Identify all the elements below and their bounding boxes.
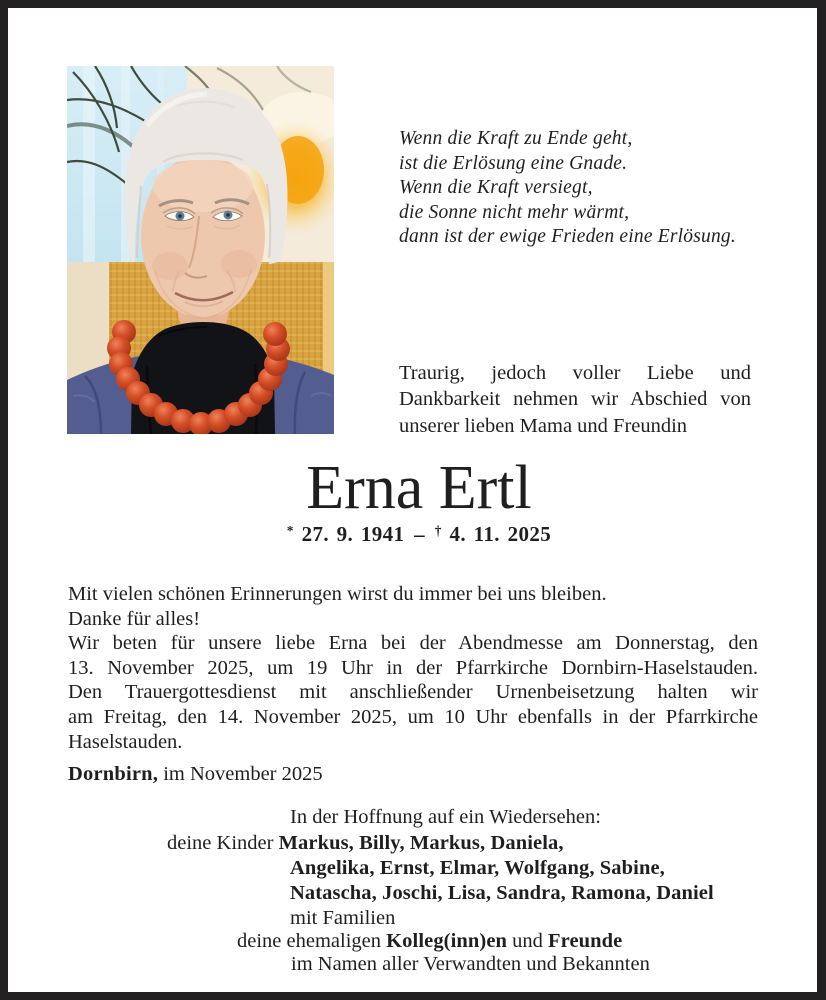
birth-date: 27. 9. 1941 — [301, 522, 405, 546]
deceased-name: Erna Ertl — [306, 454, 532, 522]
announcement-text — [68, 582, 758, 754]
colleagues-bold: Kolleg(inn)en — [386, 930, 508, 952]
death-date: 4. 11. 2025 — [449, 522, 552, 546]
poem — [399, 127, 736, 250]
in-names-line: im Namen aller Verwandten und Bekannten — [291, 953, 650, 975]
children-label: deine Kinder — [167, 832, 274, 854]
children-names: Angelika, Ernst, Elmar, Wolfgang, Sabine, — [290, 857, 665, 879]
announcement-line: am Freitag, den 14. November 2025, um 10 Uhr ebenfalls in der Pfarrkirche — [68, 705, 758, 728]
announcement-line: 13. November 2025, um 19 Uhr in der Pfarrkirche Dornbirn-Haselstauden. — [68, 656, 758, 679]
poem-line: Wenn die Kraft zu Ende geht, — [399, 128, 633, 149]
children-line — [167, 832, 564, 855]
announcement-line: Mit vielen schönen Erinnerungen wirst du immer bei uns bleiben. — [68, 583, 607, 605]
date-separator: – — [414, 522, 426, 546]
portrait-photo — [67, 66, 334, 434]
friends-bold: Freunde — [548, 930, 623, 952]
place: Dornbirn, — [68, 763, 159, 785]
announcement-line: Danke für alles! — [68, 607, 201, 630]
colleagues-line — [237, 930, 622, 953]
poem-line: Wenn die Kraft versiegt, — [399, 177, 593, 199]
announcement-line: Wir beten für unsere liebe Erna bei der Abendmesse am Donnerstag, den — [68, 632, 758, 655]
children-names: Markus, Billy, Markus, Daniela, — [278, 832, 564, 854]
announcement-date: im November 2025 — [163, 763, 323, 785]
place-date-line — [68, 763, 323, 786]
announcement-line: Haselstauden. — [68, 730, 183, 753]
life-dates — [287, 522, 551, 547]
children-names: Natascha, Joschi, Lisa, Sandra, Ramona, Daniel — [290, 882, 714, 904]
face — [141, 154, 265, 318]
colleagues-prefix: deine ehemaligen — [237, 930, 382, 952]
with-families-line: mit Familien — [290, 907, 396, 929]
birth-star-symbol: * — [286, 522, 294, 538]
hope-line: In der Hoffnung auf ein Wiedersehen: — [290, 806, 601, 828]
announcement-line: Den Trauergottesdienst mit anschließender Urnenbeisetzung halten wir — [68, 681, 758, 704]
colleagues-and: und — [512, 930, 543, 952]
children-line — [290, 857, 665, 880]
poem-line: ist die Erlösung eine Gnade. — [399, 152, 628, 174]
poem-line: die Sonne nicht mehr wärmt, — [399, 201, 630, 223]
poem-line: dann ist der ewige Frieden eine Erlösung. — [399, 226, 736, 248]
obituary-sheet — [8, 8, 817, 992]
intro-text: Traurig, jedoch voller Liebe und Dankbarkeit nehmen wir Abschied von unserer lieben Mama und Freundin — [399, 362, 751, 437]
children-line — [290, 882, 714, 905]
death-cross-symbol: † — [434, 522, 442, 538]
